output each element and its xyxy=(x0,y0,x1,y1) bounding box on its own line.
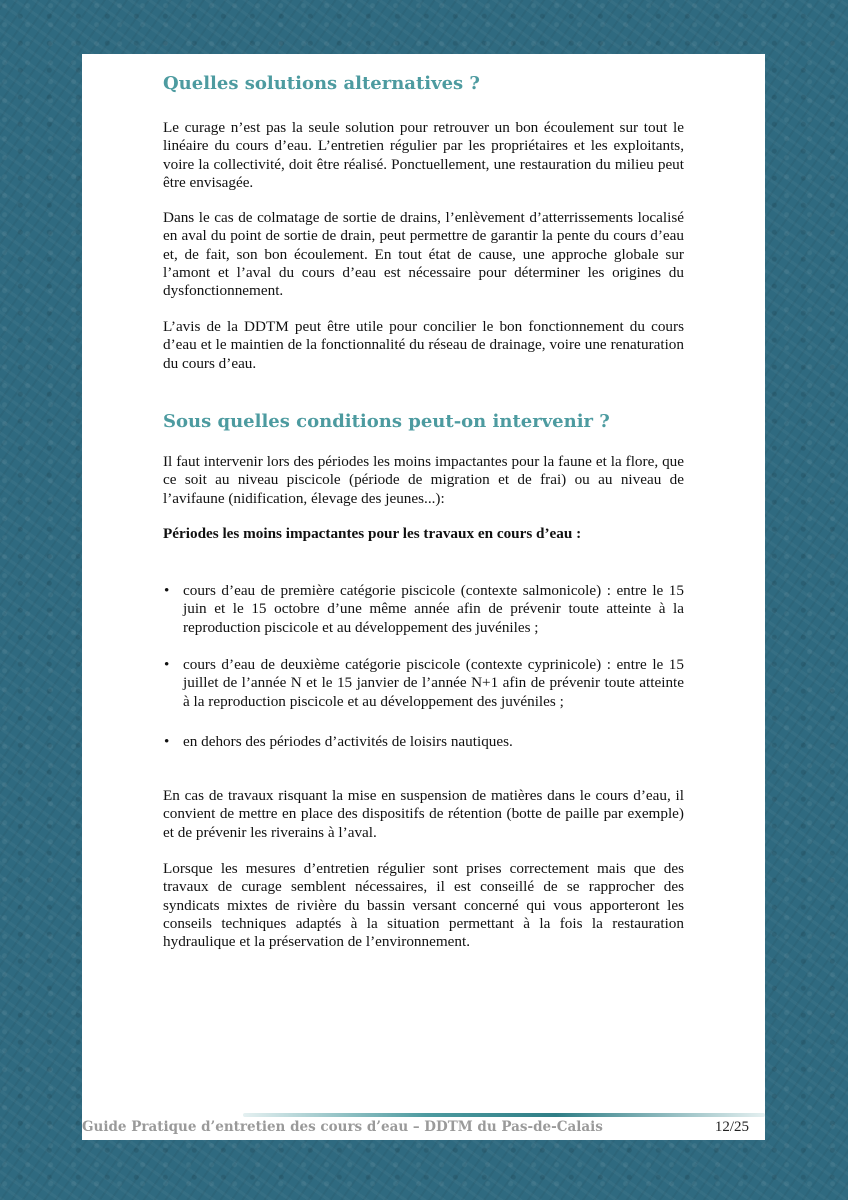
page-number: 12/25 xyxy=(714,1119,749,1135)
bullet-icon: • xyxy=(164,656,170,673)
paragraph: En cas de travaux risquant la mise en suspension de matières dans le cours d’eau, il convient de mettre en place des dispositifs de rétention (botte de paille par exemple) et de prévenir les riverains à l’aval. xyxy=(163,787,684,841)
footer-title: Guide Pratique d’entretien des cours d’eau – DDTM du Pas-de-Calais xyxy=(82,1119,603,1135)
list-item-text: en dehors des périodes d’activités de loisirs nautiques. xyxy=(183,733,513,750)
bullet-icon: • xyxy=(164,582,170,599)
bullet-icon: • xyxy=(164,733,170,750)
subheading-periods: Périodes les moins impactantes pour les travaux en cours d’eau : xyxy=(163,525,582,542)
paragraph: Le curage n’est pas la seule solution pour retrouver un bon écoulement sur tout le linéaire du cours d’eau. L’entretien régulier par les propriétaires et les exploitants, voire la collectivité, doit être réalisé. Ponctuellement, une restauration du milieu peut être envisagée. xyxy=(163,119,684,191)
list-item-text: cours d’eau de deuxième catégorie piscicole (contexte cyprinicole) : entre le 15 juillet de l’année N et le 15 janvier de l’année N+1 afin de prévenir toute atteinte à la reproduction piscicole et au développement des juvéniles ; xyxy=(183,656,684,710)
list-item xyxy=(163,656,684,711)
section-heading-conditions: Sous quelles conditions peut-on intervenir ? xyxy=(163,411,610,432)
document-page xyxy=(82,54,765,1140)
paragraph: Dans le cas de colmatage de sortie de drains, l’enlèvement d’atterrissements localisé en aval du point de sortie de drain, peut permettre de garantir la pente du cours d’eau et, de fait, son bon écoulement. En tout état de cause, une approche globale sur l’amont et l’aval du cours d’eau est nécessaire pour déterminer les origines du dysfonctionnement. xyxy=(163,209,684,300)
footer-divider xyxy=(243,1113,765,1117)
paragraph-intro: Il faut intervenir lors des périodes les moins impactantes pour la faune et la flore, que ce soit au niveau piscicole (période de migration et de frai) ou au niveau de l’avifaune (nidification, élevage des jeunes...): xyxy=(163,453,684,507)
list-item xyxy=(163,582,684,637)
paragraph: Lorsque les mesures d’entretien régulier sont prises correctement mais que des travaux de curage semblent nécessaires, il est conseillé de se rapprocher des syndicats mixtes de rivière du bassin versant concerné qui vous apporteront les conseils techniques adaptés à la situation permettant à la fois la restauration hydraulique et la préservation de l’environnement. xyxy=(163,860,684,951)
list-item-text: cours d’eau de première catégorie piscicole (contexte salmonicole) : entre le 15 juin et le 15 octobre d’une même année afin de prévenir toute atteinte à la reproduction piscicole et au développement des juvéniles ; xyxy=(183,582,684,636)
list-item xyxy=(163,733,684,751)
section-heading-alternatives: Quelles solutions alternatives ? xyxy=(163,73,480,94)
paragraph: L’avis de la DDTM peut être utile pour concilier le bon fonctionnement du cours d’eau et le maintien de la fonctionnalité du réseau de drainage, voire une renaturation du cours d’eau. xyxy=(163,318,684,372)
